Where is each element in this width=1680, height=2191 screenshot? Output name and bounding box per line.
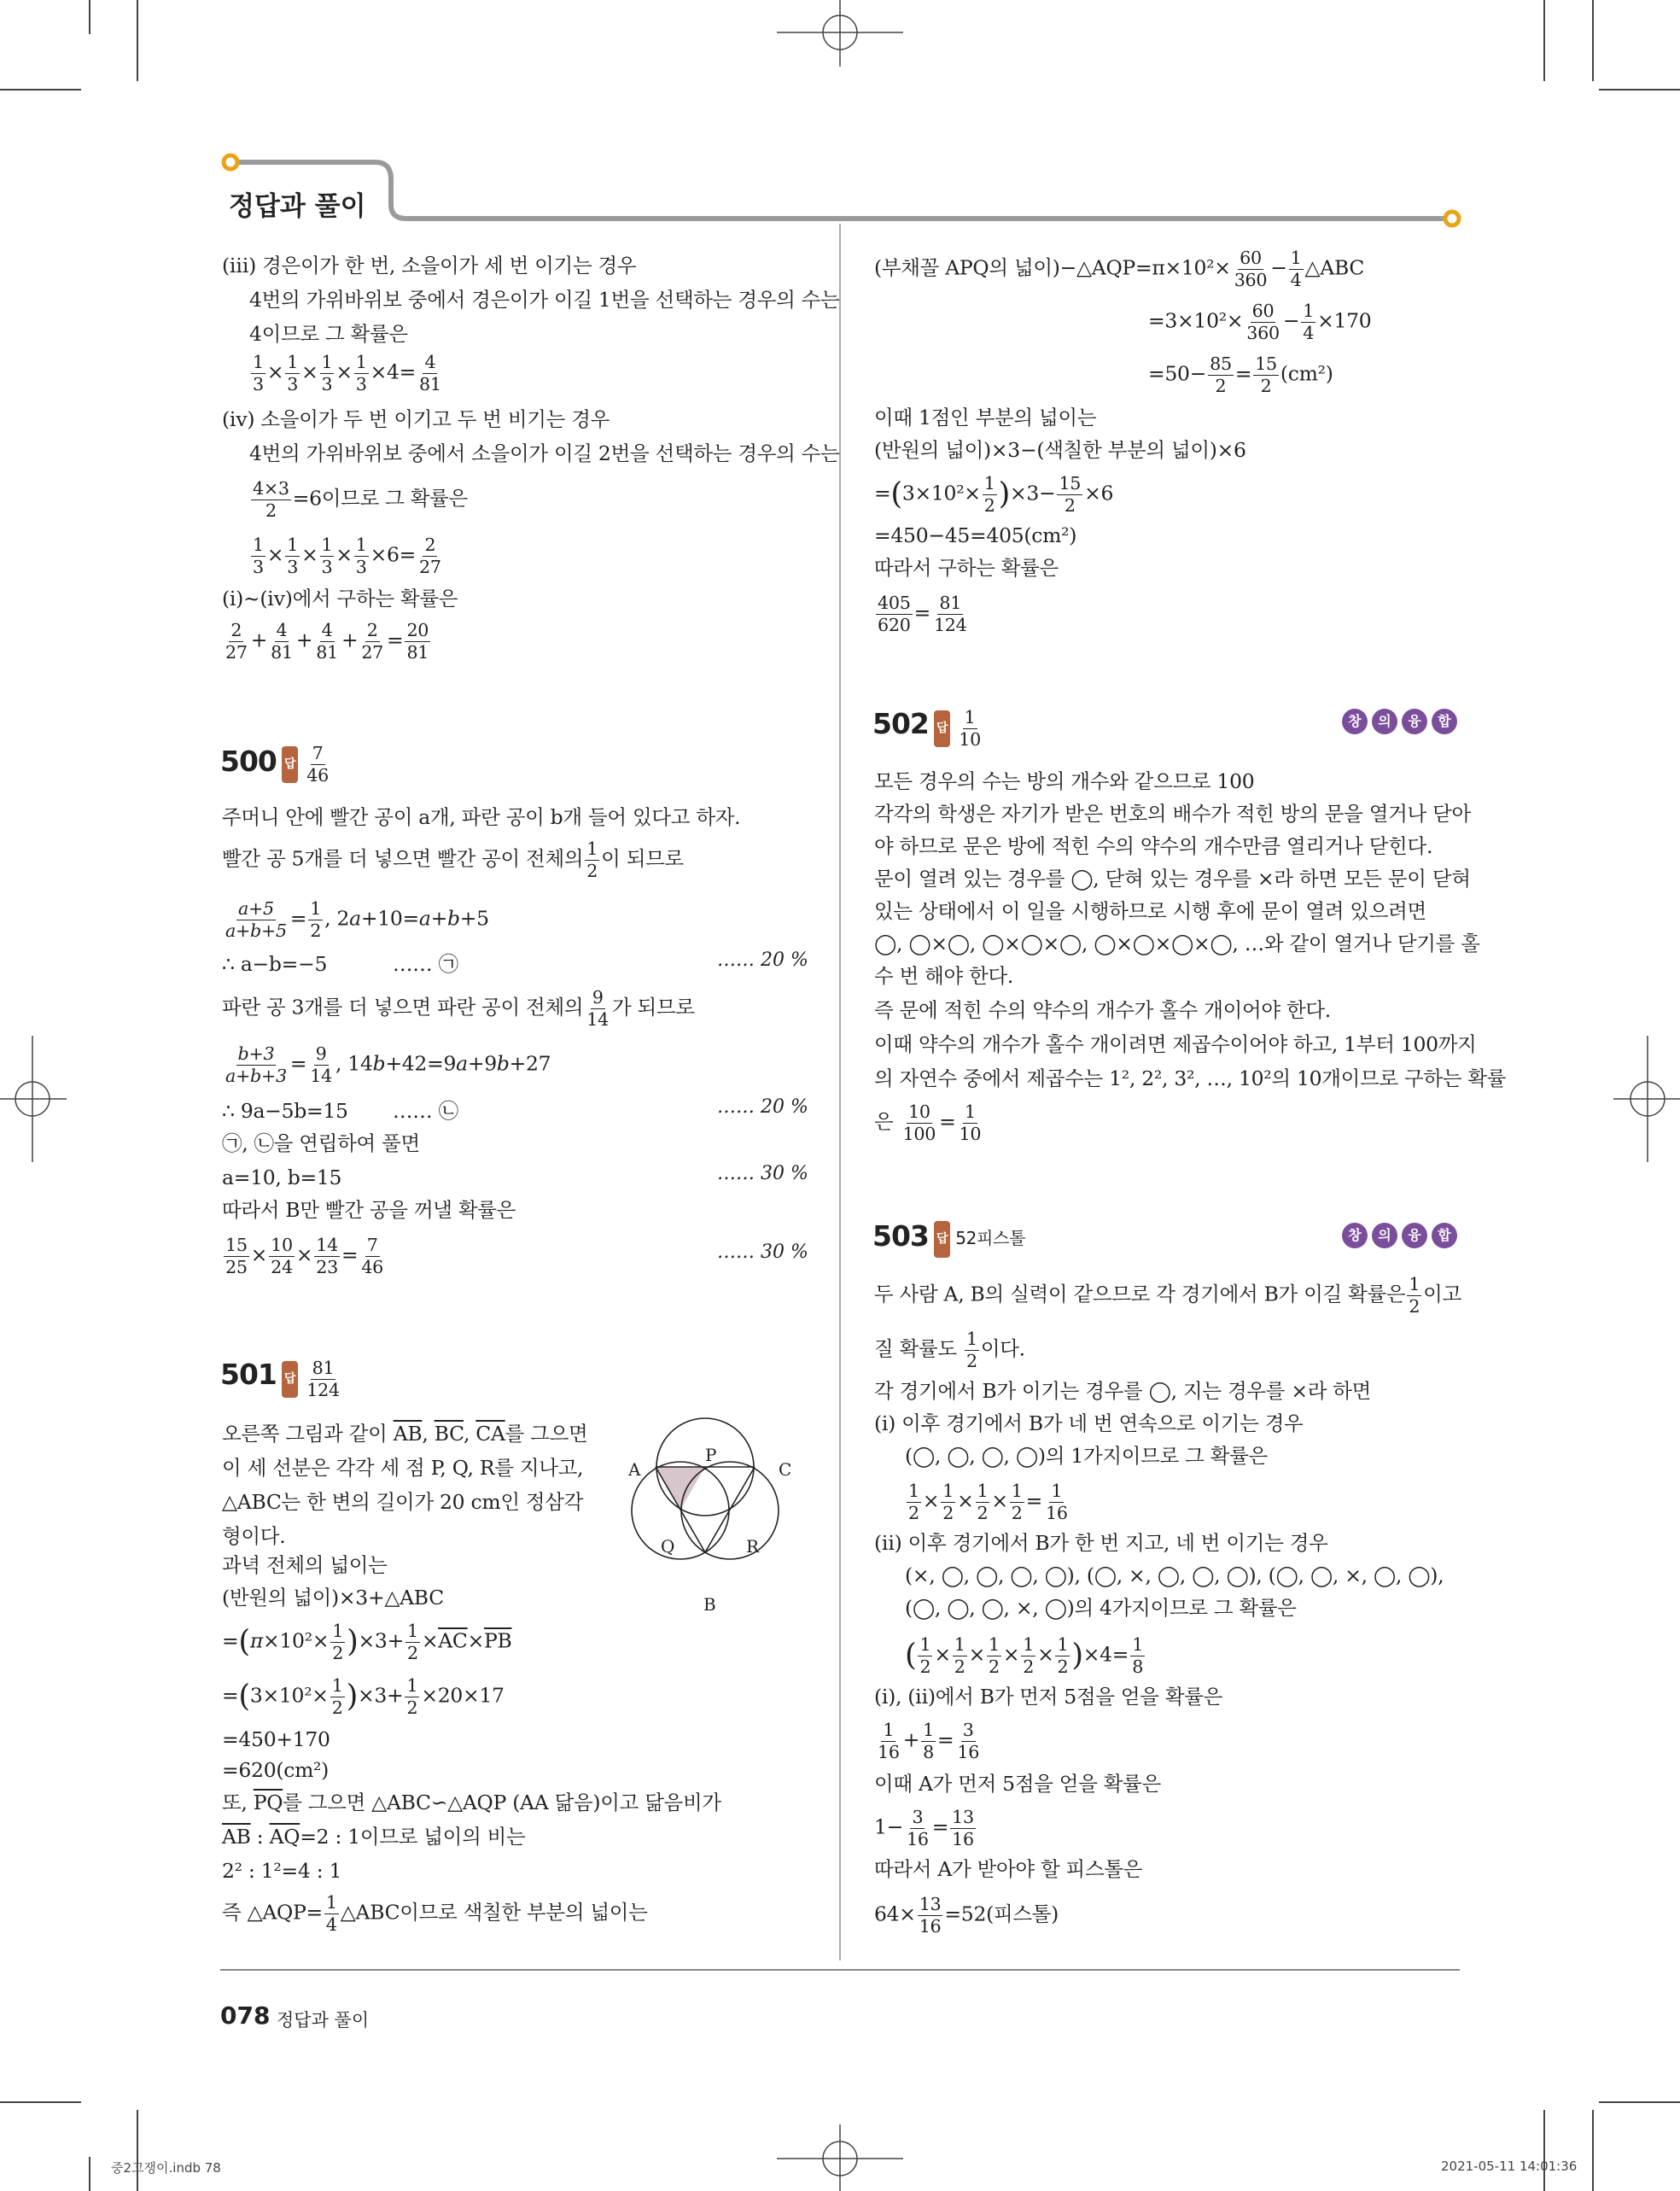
equation: $\frac{405}{620}$ = $\frac{81}{124}$: [878, 593, 967, 635]
text-line: (×, ◯, ◯, ◯, ◯), (◯, ×, ◯, ◯, ◯), (◯, ◯, ×, ◯, ◯),: [905, 1563, 1444, 1587]
text-line: 주머니 안에 빨간 공이 a개, 파란 공이 b개 들어 있다고 하자.: [222, 805, 741, 829]
text-line: $\overline{AB}$ : $\overline{AQ}=2$ : 1이므로 넓이의 비는: [222, 1825, 526, 1849]
equation: =(3×10²× $\frac{1}{2}$ )×3+ $\frac{1}{2}$ ×20×17: [222, 1675, 505, 1718]
text-line: 오른쪽 그림과 같이 $\overline{AB}$, $\overline{BC}$, $\overline{CA}$를 그으면: [222, 1422, 588, 1446]
text-line: 모든 경우의 수는 방의 개수와 같으므로 100: [874, 769, 1255, 793]
eq-label: …… ㉡: [393, 1099, 458, 1123]
result-line: ∴ 9a−5b=15: [222, 1099, 348, 1123]
equation: =(3×10²× $\frac{1}{2}$ )×3− $\frac{15}{2}$ ×6: [874, 473, 1114, 516]
svg-text:A: A: [628, 1459, 641, 1480]
answer: 답 $\frac{81}{124}$: [282, 1359, 343, 1399]
text-line: 형이다.: [222, 1524, 286, 1548]
text-line: (ⅰ), (ⅱ)에서 B가 먼저 5점을 얻을 확률은: [874, 1685, 1223, 1709]
text-line: 의 자연수 중에서 제곱수는 1², 2², 3², …, 10²의 10개이므로 구하는 확률: [874, 1066, 1507, 1090]
problem-number: 501: [220, 1358, 277, 1391]
text-line: 과녁 전체의 넓이는: [222, 1553, 388, 1577]
equation: $\frac{b+3}{a+b+3}$ = $\frac{9}{14}$ , 14b+42=9a+9b+27: [225, 1043, 551, 1086]
text-line: ㉠, ㉡을 연립하여 풀면: [222, 1131, 420, 1155]
case-iii-text: 4번의 가위바위보 중에서 경은이가 이길 1번을 선택하는 경우의 수는: [249, 288, 840, 312]
equation: =(π×10²× $\frac{1}{2}$ )×3+ $\frac{1}{2}$ $\times\overline{AC}\times\overline{PB}$: [222, 1621, 512, 1663]
print-slug: 중2고쟁이.indb 78: [111, 2160, 221, 2176]
svg-text:C: C: [779, 1459, 792, 1480]
case-iii-text2: 4이므로 그 확률은: [249, 322, 408, 346]
equation: =3×10²× $\frac{60}{360}$ − $\frac{1}{4}$ ×170: [1148, 301, 1372, 343]
text-line: 각 경기에서 B가 이기는 경우를 ◯, 지는 경우를 ×라 하면: [874, 1379, 1372, 1403]
circles-figure: [611, 1414, 825, 1619]
page-label: 정답과 풀이: [277, 2010, 370, 2030]
answer: 답 $\frac{7}{46}$: [282, 745, 332, 784]
text-line: 야 하므로 문은 방에 적힌 수의 약수의 개수만큼 열리거나 닫힌다.: [874, 834, 1433, 858]
text-line: △ABC는 한 변의 길이가 20 cm인 정삼각: [222, 1490, 584, 1514]
text-line: 두 사람 A, B의 실력이 같으므로 각 경기에서 B가 이길 확률은 $\frac{1}{2}$ 이고: [874, 1274, 1461, 1317]
text-line: a=10, b=15: [222, 1166, 342, 1189]
text-line: 빨간 공 5개를 더 넣으면 빨간 공이 전체의 $\frac{1}{2}$ 이 되므로: [222, 838, 684, 881]
text-line: 이때 1점인 부분의 넓이는: [874, 406, 1097, 429]
page-title: 정답과 풀이: [229, 191, 366, 222]
text-line: 수 번 해야 한다.: [874, 964, 1014, 988]
page-number: 078: [220, 2001, 271, 2030]
text-line: 이때 약수의 개수가 홀수 개이려면 제곱수이어야 하고, 1부터 100까지: [874, 1032, 1477, 1056]
equation: 1− $\frac{3}{16}$ = $\frac{13}{16}$: [874, 1807, 974, 1849]
text-line: 따라서 구하는 확률은: [874, 556, 1059, 580]
text-line: (◯, ◯, ◯, ◯)의 1가지이므로 그 확률은: [905, 1444, 1268, 1468]
text-line: =620(cm²): [222, 1758, 330, 1782]
text-line: (◯, ◯, ◯, ×, ◯)의 4가지이므로 그 확률은: [905, 1596, 1297, 1620]
score: …… 20 %: [717, 949, 808, 971]
text-line: 질 확률도 $\frac{1}{2}$ 이다.: [874, 1329, 1025, 1371]
text-line: 따라서 B만 빨간 공을 꺼낼 확률은: [222, 1198, 516, 1222]
text-line: 이때 A가 먼저 5점을 얻을 확률은: [874, 1772, 1161, 1796]
equation: $\frac{a+5}{a+b+5}$ = $\frac{1}{2}$ , 2a+10=a+b+5: [225, 898, 489, 941]
answer: 답 $\frac{1}{10}$: [934, 709, 984, 748]
column-divider: [839, 224, 841, 1960]
text-line: =450−45=405(cm²): [874, 523, 1077, 547]
text-line: (반원의 넓이)×3−(색칠한 부분의 넓이)×6: [874, 438, 1246, 462]
case-iii-formula: $\frac{1}{3}$ × $\frac{1}{3}$ × $\frac{1}{3}$ × $\frac{1}{3}$ ×4= $\frac{4}{81}$: [253, 352, 441, 394]
text-line: 즉 문에 적힌 수의 약수의 개수가 홀수 개이어야 한다.: [874, 998, 1331, 1022]
text-line: 즉 △AQP= $\frac{1}{4}$ △ABC이므로 색칠한 부분의 넓이는: [222, 1892, 648, 1935]
equation: $\frac{15}{25}$ × $\frac{10}{24}$ × $\frac{14}{23}$ = $\frac{7}{46}$: [225, 1235, 384, 1277]
case-iv-count: $\frac{4\times 3}{2}$ =6이므로 그 확률은: [253, 478, 468, 521]
equation: (부채꼴 APQ의 넓이)−△AQP=π×10²× $\frac{60}{360}$ − $\frac{1}{4}$ △ABC: [874, 248, 1365, 290]
eq-label: …… ㉠: [393, 952, 458, 976]
text-line: =450+170: [222, 1727, 330, 1751]
text-line: 2² : 1²=4 : 1: [222, 1859, 342, 1883]
equation: 은 $\frac{10}{100}$ = $\frac{1}{10}$: [874, 1101, 982, 1144]
svg-text:B: B: [703, 1594, 716, 1615]
text-line: 있는 상태에서 이 일을 시행하므로 시행 후에 문이 열려 있으려면: [874, 899, 1426, 923]
equation: $\frac{1}{2}$ × $\frac{1}{2}$ × $\frac{1}{2}$ × $\frac{1}{2}$ = $\frac{1}{16}$: [908, 1481, 1068, 1523]
result-line: ∴ a−b=−5: [222, 952, 328, 976]
text-line: 따라서 A가 받아야 할 피스톨은: [874, 1857, 1143, 1881]
text-line: 파란 공 3개를 더 넣으면 파란 공이 전체의 $\frac{9}{14}$ 가 되므로: [222, 987, 695, 1030]
case-iv-formula: $\frac{1}{3}$ × $\frac{1}{3}$ × $\frac{1}{3}$ × $\frac{1}{3}$ ×6= $\frac{2}{27}$: [253, 535, 441, 577]
text-line: 문이 열려 있는 경우를 ◯, 닫혀 있는 경우를 ×라 하면 모든 문이 닫혀: [874, 867, 1471, 891]
text-line: ◯, ◯×◯, ◯×◯×◯, ◯×◯×◯×◯, …와 같이 열거나 닫기를 홀: [874, 932, 1480, 955]
case-iv-text: 4번의 가위바위보 중에서 소을이가 이길 2번을 선택하는 경우의 수는: [249, 441, 840, 465]
text-line: 이 세 선분은 각각 세 점 P, Q, R를 지나고,: [222, 1456, 584, 1480]
sum-formula: $\frac{2}{27}$ + $\frac{4}{81}$ + $\frac{4}{81}$ + $\frac{2}{27}$ = $\frac{20}{81}$: [225, 620, 429, 663]
text-line: (반원의 넓이)×3+△ABC: [222, 1586, 444, 1610]
score: …… 20 %: [717, 1096, 808, 1118]
score: …… 30 %: [717, 1242, 808, 1263]
svg-text:Q: Q: [661, 1536, 675, 1557]
text-line: (ⅰ) 이후 경기에서 B가 네 번 연속으로 이기는 경우: [874, 1411, 1304, 1435]
score: …… 30 %: [717, 1163, 808, 1184]
text-line: (ⅱ) 이후 경기에서 B가 한 번 지고, 네 번 이기는 경우: [874, 1531, 1328, 1555]
equation: ( $\frac{1}{2}$ × $\frac{1}{2}$ × $\frac{1}{2}$ × $\frac{1}{2}$ × $\frac{1}{2}$ )×4= $\frac{1}{8}$: [905, 1634, 1144, 1677]
svg-text:R: R: [746, 1536, 760, 1557]
case-iv-title: (ⅳ) 소을이가 두 번 이기고 두 번 비기는 경우: [222, 407, 610, 431]
creative-badge: 창 의 융 합: [1342, 709, 1457, 734]
equation: $\frac{1}{16}$ + $\frac{1}{8}$ = $\frac{3}{16}$: [878, 1720, 980, 1762]
text-line: 또, $\overline{PQ}$를 그으면 △ABC∽△AQP (AA 닮음)이고 닮음비가: [222, 1791, 721, 1814]
equation: 64× $\frac{13}{16}$ =52(피스톨): [874, 1894, 1059, 1937]
case-iii-title: (ⅲ) 경은이가 한 번, 소을이가 세 번 이기는 경우: [222, 254, 637, 278]
equation: =50− $\frac{85}{2}$ = $\frac{15}{2}$ (cm²): [1148, 353, 1333, 396]
problem-number: 503: [872, 1219, 929, 1253]
answer: 답 52피스톨: [934, 1221, 1025, 1258]
text-line: 각각의 학생은 자기가 받은 번호의 배수가 적힌 방의 문을 열거나 닫아: [874, 802, 1471, 826]
sum-title: (ⅰ)~(ⅳ)에서 구하는 확률은: [222, 587, 458, 611]
svg-text:P: P: [705, 1445, 717, 1465]
creative-badge: 창 의 융 합: [1342, 1223, 1457, 1248]
problem-number: 502: [872, 707, 929, 740]
footer-rule: [220, 1969, 1460, 1971]
problem-number: 500: [220, 745, 277, 778]
print-timestamp: 2021-05-11 14:01:36: [1441, 2159, 1578, 2174]
